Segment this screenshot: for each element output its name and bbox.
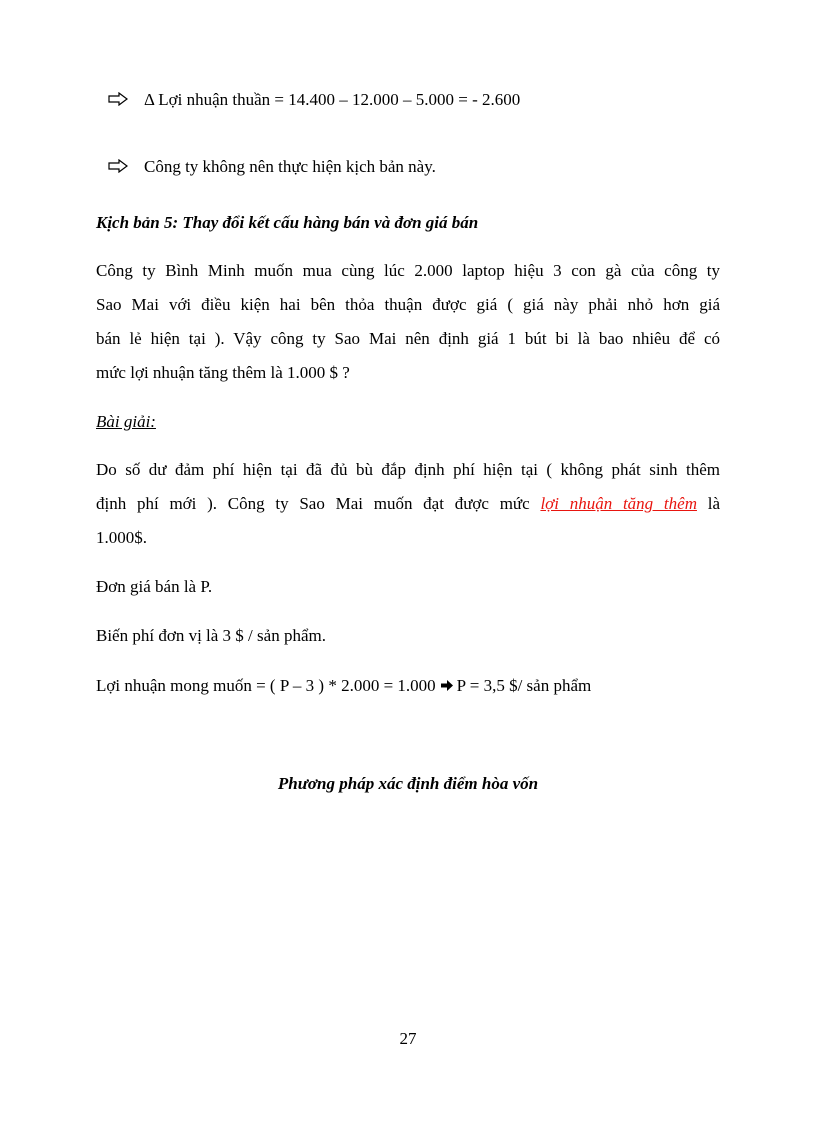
problem-line: Sao Mai với điều kiện hai bên thỏa thuận được giá ( giá này phải nhỏ hơn giá bbox=[96, 295, 720, 314]
bullet-text: Công ty không nên thực hiện kịch bản này. bbox=[144, 157, 436, 176]
solid-arrow-icon bbox=[440, 679, 454, 692]
bullet-text: Δ Lợi nhuận thuần = 14.400 – 12.000 – 5.000 = - 2.600 bbox=[144, 90, 521, 109]
problem-line: bán lẻ hiện tại ). Vậy công ty Sao Mai nên định giá 1 bút bi là bao nhiêu để có bbox=[96, 329, 720, 348]
profit-increase-link[interactable]: lợi nhuận tăng thêm bbox=[540, 494, 697, 513]
section-title: Phương pháp xác định điểm hòa vốn bbox=[277, 774, 539, 793]
equation-line bbox=[96, 677, 720, 694]
solution-text: định phí mới ). Công ty Sao Mai muốn đạt được mức bbox=[96, 494, 530, 513]
problem-line: mức lợi nhuận tăng thêm là 1.000 $ ? bbox=[96, 363, 350, 382]
variable-cost-line: Biến phí đơn vị là 3 $ / sản phẩm. bbox=[96, 626, 326, 645]
solution-label-row bbox=[96, 413, 720, 430]
price-line: Đơn giá bán là P. bbox=[96, 577, 213, 596]
problem-line: Công ty Bình Minh muốn mua cùng lúc 2.000 laptop hiệu 3 con gà của công ty bbox=[96, 261, 720, 280]
bullet-item bbox=[108, 157, 436, 177]
hollow-arrow-icon bbox=[108, 92, 128, 106]
solution-line: 1.000$. bbox=[96, 528, 147, 547]
bullet-item bbox=[108, 90, 520, 110]
scenario-heading: Kịch bản 5: Thay đổi kết cấu hàng bán và đơn giá bán bbox=[96, 213, 479, 232]
solution-text: là bbox=[707, 494, 720, 513]
solution-line: Do số dư đảm phí hiện tại đã đủ bù đắp định phí hiện tại ( không phát sinh thêm bbox=[96, 460, 720, 479]
hollow-arrow-icon bbox=[108, 159, 128, 173]
solution-line bbox=[96, 495, 720, 512]
page-number: 27 bbox=[399, 1029, 417, 1048]
equation-left: Lợi nhuận mong muốn = ( P – 3 ) * 2.000 = 1.000 bbox=[96, 676, 436, 695]
equation-right: P = 3,5 $/ sản phẩm bbox=[456, 676, 592, 695]
solution-label: Bài giải: bbox=[96, 412, 156, 431]
